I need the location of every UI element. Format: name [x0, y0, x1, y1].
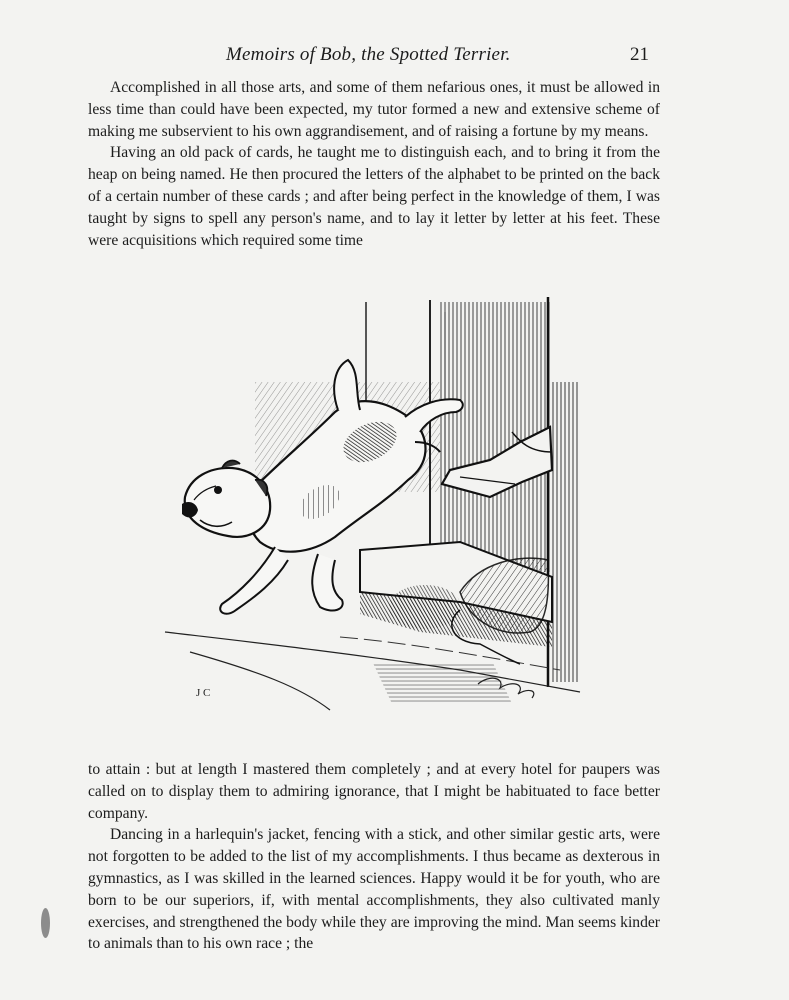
text-block-top	[88, 77, 660, 251]
page-number: 21	[630, 44, 649, 65]
paragraph: to attain : but at length I mastered them completely ; and at every hotel for paupers was called on to display them to admiring ignorance, that I might be habituated to face better company.	[88, 761, 660, 822]
running-head	[0, 44, 789, 70]
paragraph: Accomplished in all those arts, and some of them nefarious ones, it must be allowed in less time than could have been expected, my tutor formed a new and extensive scheme of making me subservient to his own aggrandisement, and of raising a fortune by my means.	[88, 79, 660, 140]
floor	[165, 632, 580, 710]
dog-engraving	[160, 292, 590, 720]
engraving-illustration	[160, 292, 590, 720]
running-title: Memoirs of Bob, the Spotted Terrier.	[226, 44, 511, 65]
text-block-bottom	[88, 759, 660, 955]
paragraph: Having an old pack of cards, he taught me to distinguish each, and to bring it from the heap on being named. He then procured the letters of the alphabet to be printed on the back of a certain number of these cards ; and after being perfect in the knowledge of them, I was taught by signs to spell any person's name, and to lay it letter by letter at his feet. These were acquisitions which required some time	[88, 144, 660, 249]
paragraph: Dancing in a harlequin's jacket, fencing with a stick, and other similar gestic arts, were not forgotten to be added to the list of my accomplishments. I thus became as dexterous in gymnastics, as I was skilled in the learned sciences. Happy would it be for youth, who are born to be our superiors, if, with mental accomplishments, they also cultivated manly exercises, and strengthened the body while they are improving the mind. Man seems kinder to animals than to his own race ; the	[88, 826, 660, 953]
signature-mark: J C	[196, 687, 211, 699]
ink-smudge	[41, 908, 50, 938]
shadow	[389, 585, 461, 629]
